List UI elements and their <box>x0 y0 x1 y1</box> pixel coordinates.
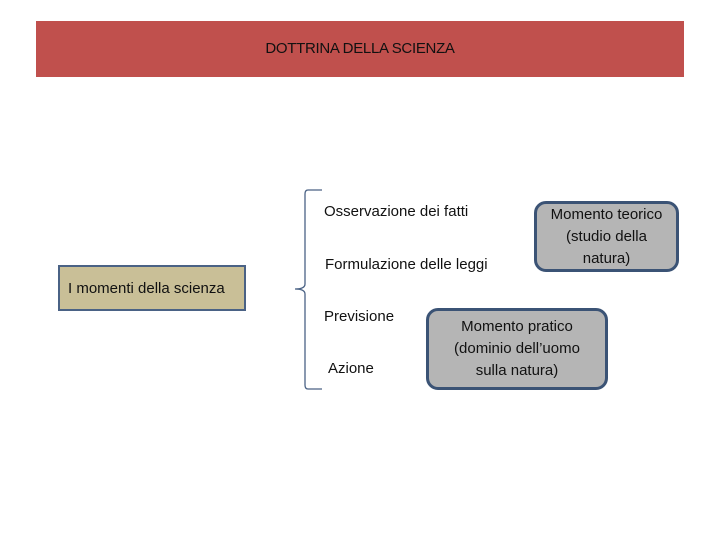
item-formulazione: Formulazione delle leggi <box>325 256 488 273</box>
theoretical-moment-box <box>534 201 679 272</box>
page-title: DOTTRINA DELLA SCIENZA <box>265 40 455 57</box>
theoretical-moment-label: Momento teorico (studio della natura) <box>550 205 663 267</box>
item-osservazione: Osservazione dei fatti <box>324 203 469 220</box>
practical-moment-label: Momento pratico (dominio dell’uomo sulla natura) <box>454 318 580 379</box>
root-label: I momenti della scienza <box>68 280 225 297</box>
item-previsione: Previsione <box>324 308 395 325</box>
practical-moment-box <box>426 308 608 390</box>
item-azione: Azione <box>328 360 374 377</box>
